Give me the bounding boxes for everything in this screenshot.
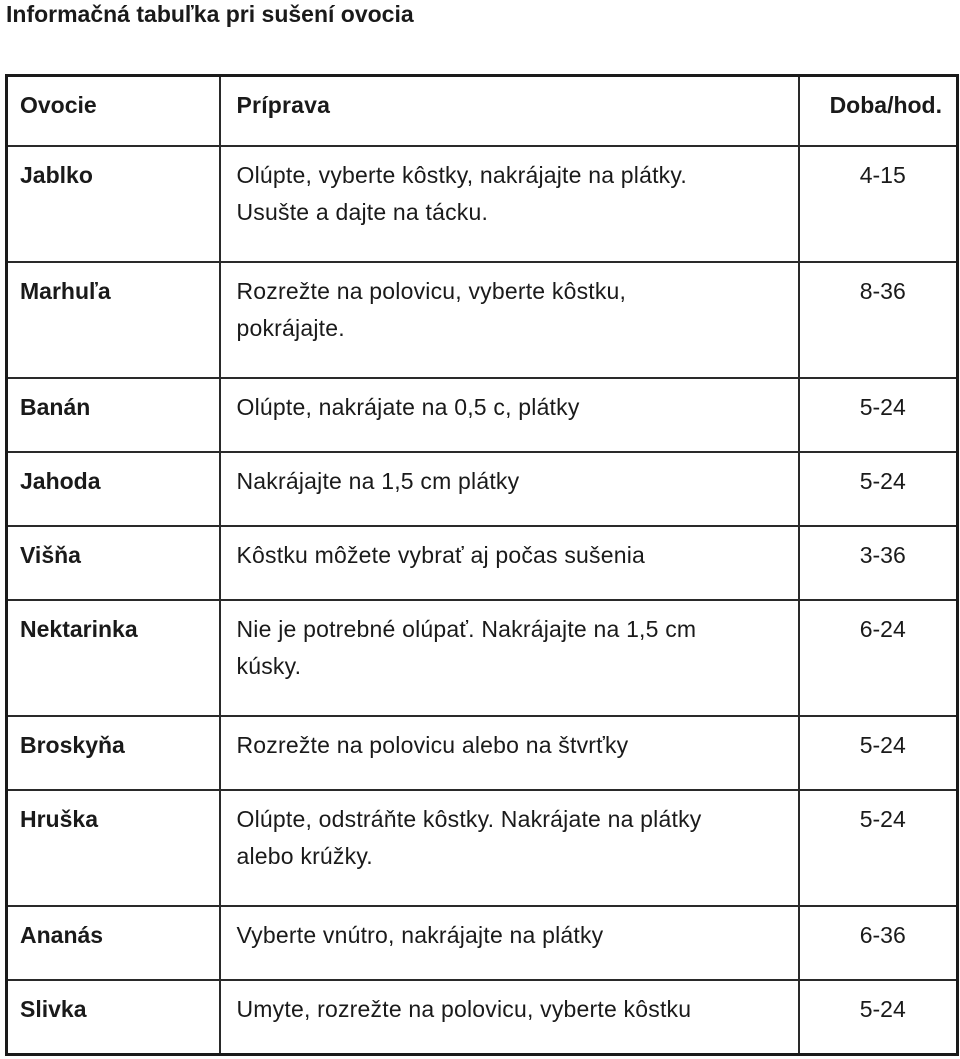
fruit-name-cell: Banán (7, 378, 220, 452)
fruit-name-cell: Višňa (7, 526, 220, 600)
preparation-cell (220, 906, 799, 980)
duration-cell: 5-24 (799, 716, 958, 790)
header-duration: Doba/hod. (799, 76, 958, 147)
preparation-cell (220, 716, 799, 790)
fruit-name-cell: Jahoda (7, 452, 220, 526)
header-preparation: Príprava (220, 76, 799, 147)
table-header-row (7, 76, 958, 147)
preparation-line: Olúpte, odstráňte kôstky. Nakrájate na plátky (236, 806, 702, 832)
fruit-name-cell: Slivka (7, 980, 220, 1055)
preparation-line: Nie je potrebné olúpať. Nakrájajte na 1,5 cm (236, 616, 697, 642)
duration-cell: 5-24 (799, 980, 958, 1055)
table-row (7, 378, 958, 452)
duration-cell: 3-36 (799, 526, 958, 600)
preparation-line: Nakrájajte na 1,5 cm plátky (236, 468, 520, 494)
preparation-line: Umyte, rozrežte na polovicu, vyberte kôstku (236, 996, 692, 1022)
fruit-drying-table (5, 74, 959, 1056)
preparation-cell (220, 980, 799, 1055)
preparation-line: Usušte a dajte na tácku. (236, 199, 489, 225)
duration-cell: 5-24 (799, 452, 958, 526)
fruit-name-cell: Hruška (7, 790, 220, 906)
fruit-name-cell: Jablko (7, 146, 220, 262)
preparation-line: Rozrežte na polovicu alebo na štvrťky (236, 732, 629, 758)
table-row (7, 790, 958, 906)
table-row (7, 600, 958, 716)
duration-cell: 5-24 (799, 378, 958, 452)
preparation-line: Rozrežte na polovicu, vyberte kôstku, (236, 278, 627, 304)
table-row (7, 906, 958, 980)
preparation-line: kúsky. (236, 653, 302, 679)
table-row (7, 262, 958, 378)
preparation-line: alebo krúžky. (236, 843, 373, 869)
preparation-cell (220, 146, 799, 262)
preparation-line: pokrájajte. (236, 315, 345, 341)
preparation-cell (220, 600, 799, 716)
table-row (7, 146, 958, 262)
duration-cell: 5-24 (799, 790, 958, 906)
table-row (7, 980, 958, 1055)
preparation-line: Vyberte vnútro, nakrájajte na plátky (236, 922, 604, 948)
header-fruit: Ovocie (7, 76, 220, 147)
duration-cell: 4-15 (799, 146, 958, 262)
table-row (7, 716, 958, 790)
preparation-line: Olúpte, nakrájate na 0,5 c, plátky (236, 394, 580, 420)
duration-cell: 8-36 (799, 262, 958, 378)
preparation-line: Kôstku môžete vybrať aj počas sušenia (236, 542, 646, 568)
preparation-cell (220, 526, 799, 600)
preparation-line: Olúpte, vyberte kôstky, nakrájajte na plátky. (236, 162, 687, 188)
preparation-cell (220, 452, 799, 526)
table-row (7, 452, 958, 526)
duration-cell: 6-24 (799, 600, 958, 716)
fruit-name-cell: Ananás (7, 906, 220, 980)
fruit-name-cell: Marhuľa (7, 262, 220, 378)
page-title: Informačná tabuľka pri sušení ovocia (6, 1, 414, 27)
preparation-cell (220, 790, 799, 906)
fruit-name-cell: Broskyňa (7, 716, 220, 790)
table-row (7, 526, 958, 600)
fruit-name-cell: Nektarinka (7, 600, 220, 716)
preparation-cell (220, 262, 799, 378)
duration-cell: 6-36 (799, 906, 958, 980)
preparation-cell (220, 378, 799, 452)
